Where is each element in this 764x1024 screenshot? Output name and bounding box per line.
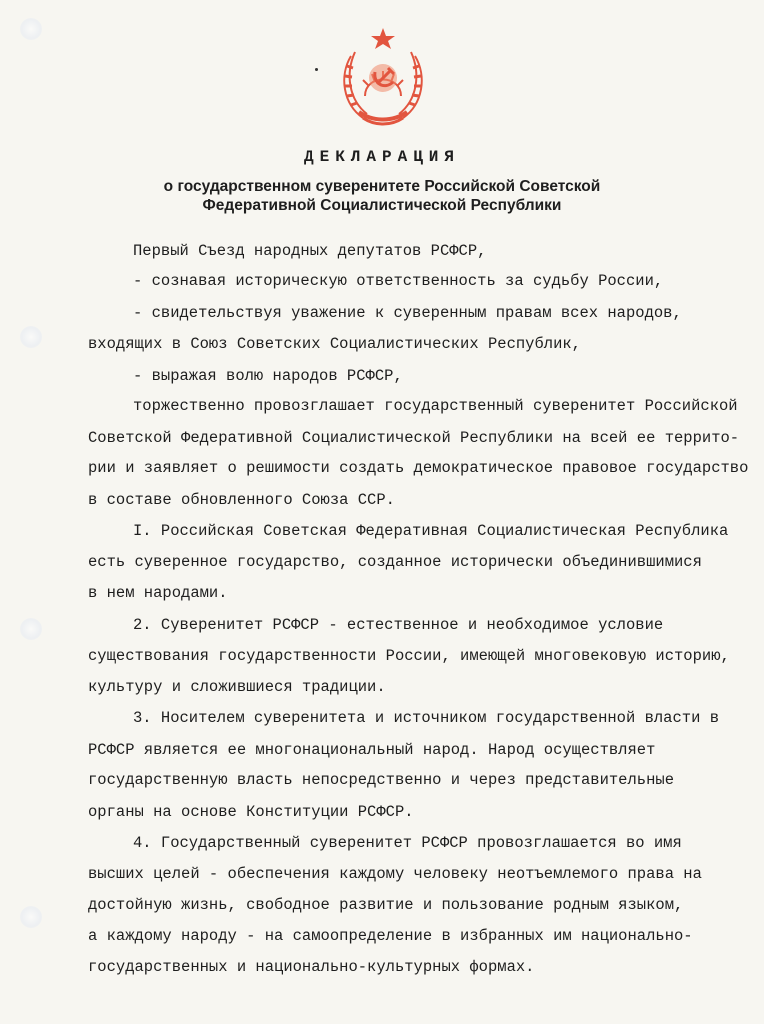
body-line: I. Российская Советская Федеративная Социалистическая Республика xyxy=(133,522,729,540)
body-line: 4. Государственный суверенитет РСФСР провозглашается во имя xyxy=(133,834,682,852)
punch-hole-mark xyxy=(20,618,42,640)
document-title: ДЕКЛАРАЦИЯ xyxy=(303,148,460,166)
subtitle-line: о государственном суверенитете Российской Советской xyxy=(163,178,601,195)
body-line: Советской Федеративной Социалистической Республики на всей ее террито- xyxy=(88,429,740,447)
body-line: 2. Суверенитет РСФСР - естественное и необходимое условие xyxy=(133,616,664,634)
body-line: торжественно провозглашает государственный суверенитет Российской xyxy=(133,397,738,415)
rsfsr-emblem-icon xyxy=(333,26,433,128)
body-line: рии и заявляет о решимости создать демократическое правовое государство xyxy=(88,459,749,477)
body-line: государственную власть непосредственно и через представительные xyxy=(88,771,674,789)
document-subtitle xyxy=(0,177,764,215)
body-line: в составе обновленного Союза ССР. xyxy=(88,491,395,509)
body-line: государственных и национально-культурных формах. xyxy=(88,958,535,976)
body-line: культуру и сложившиеся традиции. xyxy=(88,678,386,696)
body-line: - сознавая историческую ответственность за судьбу России, xyxy=(133,272,664,290)
body-line: а каждому народу - на самоопределение в избранных им национально- xyxy=(88,927,693,945)
body-line: органы на основе Конституции РСФСР. xyxy=(88,803,414,821)
body-line: - свидетельствуя уважение к суверенным правам всех народов, xyxy=(133,304,682,322)
ink-dot xyxy=(315,68,318,71)
punch-hole-mark xyxy=(20,906,42,928)
subtitle-line: Федеративной Социалистической Республики xyxy=(202,197,562,214)
body-line: РСФСР является ее многонациональный народ. Народ осуществляет xyxy=(88,741,656,759)
body-line: в нем народами. xyxy=(88,584,228,602)
body-line: есть суверенное государство, созданное исторически объединившимися xyxy=(88,553,702,571)
body-line: Первый Съезд народных депутатов РСФСР, xyxy=(133,242,487,260)
punch-hole-mark xyxy=(20,18,42,40)
body-line: существования государственности России, имеющей многовековую историю, xyxy=(88,647,730,665)
body-line: 3. Носителем суверенитета и источником государственной власти в xyxy=(133,709,719,727)
body-line: высших целей - обеспечения каждому человеку неотъемлемого права на xyxy=(88,865,702,883)
body-line: достойную жизнь, свободное развитие и пользование родным языком, xyxy=(88,896,684,914)
body-line: - выражая волю народов РСФСР, xyxy=(133,367,403,385)
punch-hole-mark xyxy=(20,326,42,348)
body-line: входящих в Союз Советских Социалистических Республик, xyxy=(88,335,581,353)
